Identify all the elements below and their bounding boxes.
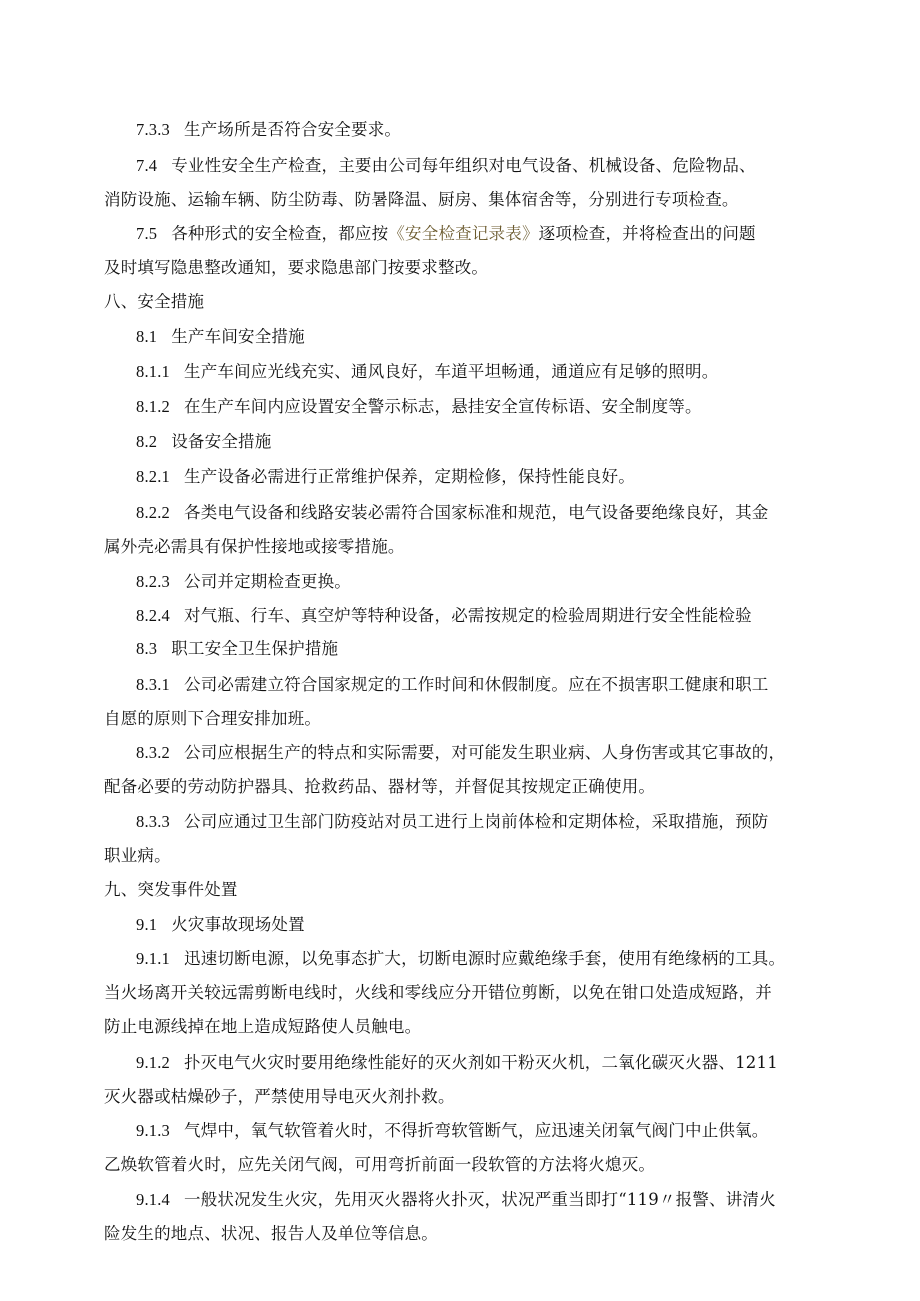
clause-text: 生产车间安全措施 [171,327,305,346]
clause-number: 9.1.4 [136,1190,170,1209]
clause-text: 当火场离开关较远需剪断电线时，火线和零线应分开错位剪断，以免在钳口处造成短路，并 [104,983,772,1002]
clause-number: 8.2.4 [136,606,170,625]
clause-8-1-2 [136,396,702,418]
clause-text: 生产设备必需进行正常维护保养，定期检修，保持性能良好。 [184,467,635,486]
clause-text: 逐项检查，并将检查出的问题 [538,224,756,243]
clause-9-1 [136,914,305,936]
clause-number: 8.2 [136,432,158,451]
clause-9-1-4-continued [104,1223,438,1245]
clause-text: 及时填写隐患整改通知，要求隐患部门按要求整改。 [104,258,489,277]
clause-number: 8.2.3 [136,572,170,591]
clause-text: 各种形式的安全检查，都应按 [171,224,389,243]
clause-text: 配备必要的劳动防护器具、抢救药品、器材等，并督促其按规定正确使用。 [104,777,656,796]
clause-8-1-1 [136,361,718,383]
clause-number: 8.3 [136,639,158,658]
clause-text: 公司应通过卫生部门防疫站对员工进行上岗前体检和定期体检，采取措施，预防 [184,812,769,831]
clause-text: 公司必需建立符合国家规定的工作时间和休假制度。应在不损害职工健康和职工 [184,675,769,694]
clause-text: 一般状况发生火灾，先用灭火器将火扑灭，状况严重当即打“119〃报警、讲清火 [184,1190,776,1209]
clause-text: 职工安全卫生保护措施 [171,639,339,658]
clause-8-1 [136,326,305,348]
form-reference-link: 《安全检查记录表》 [388,224,539,243]
clause-number: 8.3.3 [136,812,170,831]
clause-7-4 [136,155,756,177]
section-heading-9 [104,879,238,901]
clause-8-2-4 [136,605,752,627]
clause-8-2-2 [136,502,769,524]
clause-text: 生产车间应光线充实、通风良好，车道平坦畅通，通道应有足够的照明。 [184,362,719,381]
clause-number: 9.1.3 [136,1121,170,1140]
clause-text: 气焊中，氧气软管着火时，不得折弯软管断气，应迅速关闭氧气阀门中止供氧。 [184,1121,769,1140]
clause-8-2-2-continued [104,536,405,558]
clause-number: 7.4 [136,156,158,175]
clause-text: 在生产车间内应设置安全警示标志，悬挂安全宣传标语、安全制度等。 [184,397,702,416]
clause-text: 专业性安全生产检查，主要由公司每年组织对电气设备、机械设备、危险物品、 [171,156,756,175]
clause-9-1-4 [136,1189,776,1211]
clause-8-2-1 [136,466,635,488]
clause-number: 8.3.1 [136,675,170,694]
section-heading-8 [104,291,204,313]
clause-7-3-3 [136,119,401,141]
clause-text: 公司并定期检查更换。 [184,572,351,591]
clause-number: 8.1.2 [136,397,170,416]
clause-text: 乙焕软管着火时，应先关闭气阀，可用弯折前面一段软管的方法将火熄灭。 [104,1155,656,1174]
clause-8-2-3 [136,571,351,593]
clause-text: 自愿的原则下合理安排加班。 [104,709,322,728]
clause-9-1-1-continued-a [104,982,772,1004]
clause-8-3-2 [136,742,785,764]
clause-8-3-2-continued [104,776,655,798]
clause-9-1-1 [136,948,785,970]
clause-9-1-3-continued [104,1154,655,1176]
clause-text: 扑灭电气火灾时要用绝缘性能好的灭火剂如干粉灭火机，二氧化碳灭火器、1211 [184,1053,778,1072]
clause-text: 险发生的地点、状况、报告人及单位等信息。 [104,1224,438,1243]
clause-9-1-1-continued-b [104,1016,421,1038]
clause-number: 9.1.1 [136,949,170,968]
clause-text: 对气瓶、行车、真空炉等特种设备，必需按规定的检验周期进行安全性能检验 [184,606,752,625]
clause-8-3-3-continued [104,845,171,867]
clause-number: 9.1 [136,915,158,934]
clause-text: 防止电源线掉在地上造成短路使人员触电。 [104,1017,422,1036]
clause-number: 9.1.2 [136,1053,170,1072]
clause-text: 消防设施、运输车辆、防尘防毒、防暑降温、厨房、集体宿舍等，分别进行专项检查。 [104,190,739,209]
clause-7-4-continued [104,189,739,211]
clause-9-1-2-continued [104,1086,455,1108]
section-title: 九、突发事件处置 [104,880,238,899]
clause-9-1-3 [136,1120,769,1142]
clause-text: 设备安全措施 [171,432,272,451]
clause-8-3-3 [136,811,769,833]
clause-9-1-2 [136,1052,778,1074]
clause-text: 灭火器或枯燥砂子，严禁使用导电灭火剂扑救。 [104,1087,455,1106]
clause-text: 迅速切断电源，以免事态扩大，切断电源时应戴绝缘手套，使用有绝缘柄的工具。 [184,949,786,968]
clause-text: 属外壳必需具有保护性接地或接零措施。 [104,537,405,556]
clause-number: 8.1 [136,327,158,346]
clause-7-5-continued [104,257,488,279]
clause-number: 8.2.2 [136,503,170,522]
clause-8-3-1-continued [104,708,321,730]
clause-number: 8.3.2 [136,743,170,762]
clause-8-3 [136,638,338,660]
clause-number: 8.2.1 [136,467,170,486]
clause-text: 火灾事故现场处置 [171,915,305,934]
clause-number: 8.1.1 [136,362,170,381]
clause-text: 生产场所是否符合安全要求。 [184,120,402,139]
clause-7-5 [136,223,756,245]
clause-8-2 [136,431,271,453]
clause-number: 7.5 [136,224,158,243]
clause-text: 各类电气设备和线路安装必需符合国家标准和规范，电气设备要绝缘良好，其金 [184,503,769,522]
section-title: 八、安全措施 [104,292,205,311]
clause-8-3-1 [136,674,769,696]
clause-text: 职业病。 [104,846,171,865]
clause-number: 7.3.3 [136,120,170,139]
clause-text: 公司应根据生产的特点和实际需要，对可能发生职业病、人身伤害或其它事故的， [184,743,786,762]
